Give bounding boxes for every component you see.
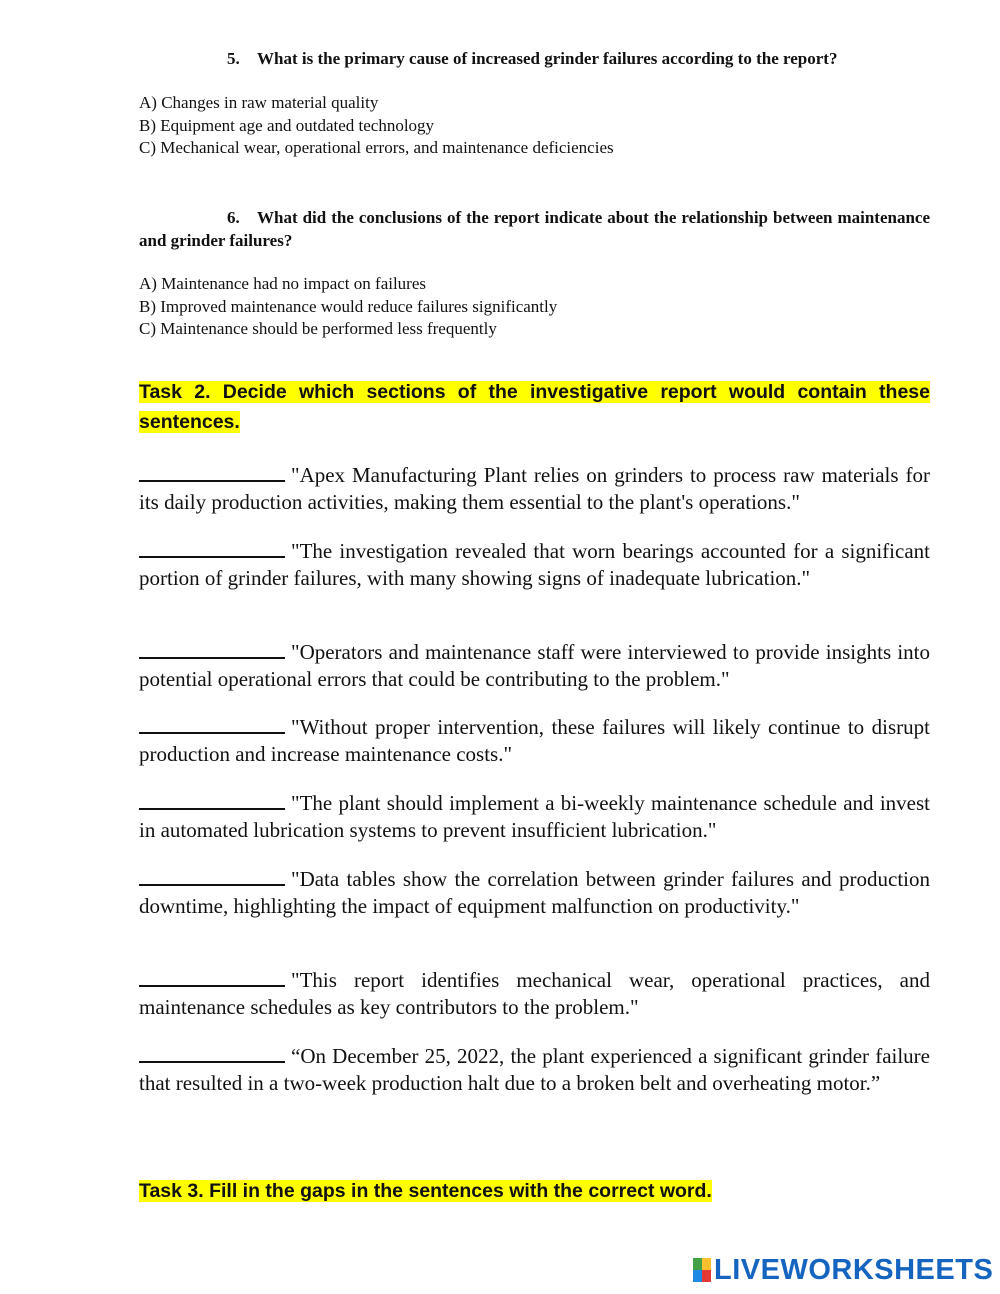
answer-blank-2[interactable] (139, 537, 285, 558)
question-6-option-b[interactable]: B) Improved maintenance would reduce failures significantly (139, 296, 558, 316)
task-3-heading (139, 1176, 930, 1206)
question-5-option-a[interactable]: A) Changes in raw material quality (139, 93, 379, 112)
logo-block-red (702, 1270, 711, 1282)
sentence-8-text: “On December 25, 2022, the plant experienced a significant grinder failure that resulted in a two-week production halt due to a broken belt and overheating motor.” (139, 1044, 930, 1095)
sentence-2-text: "The investigation revealed that worn bearings accounted for a significant portion of grinder failures, with many showing signs of inadequate lubrication." (139, 539, 930, 590)
answer-blank-7[interactable] (139, 966, 285, 987)
question-6-option-c[interactable]: C) Maintenance should be performed less frequently (139, 319, 497, 338)
answer-blank-1[interactable] (139, 461, 285, 482)
liveworksheets-logo (693, 1254, 993, 1286)
sentence-6-text: "Data tables show the correlation between grinder failures and production downtime, highlighting the impact of equipment malfunction on productivity." (139, 867, 930, 918)
task-2-sentence-2 (139, 537, 930, 591)
task-2-sentence-5 (139, 789, 930, 843)
task-2-sentence-4 (139, 713, 930, 767)
task-2-sentence-7 (139, 966, 930, 1020)
sentence-5-text: "The plant should implement a bi-weekly maintenance schedule and invest in automated lubrication systems to prevent insufficient lubrication." (139, 791, 930, 842)
liveworksheets-logo-icon (693, 1258, 711, 1282)
question-5-text: What is the primary cause of increased grinder failures according to the report? (257, 49, 838, 68)
answer-blank-6[interactable] (139, 865, 285, 886)
question-6-number: 6. (227, 208, 240, 227)
sentence-7-text: "This report identifies mechanical wear, operational practices, and maintenance schedules as key contributors to the problem." (139, 968, 930, 1019)
task-2-sentence-3 (139, 638, 930, 692)
task-2-title: Task 2. Decide which sections of the investigative report would contain these sentences. (139, 381, 930, 433)
question-5 (139, 47, 930, 70)
task-2-sentence-6 (139, 865, 930, 919)
logo-block-yellow (702, 1258, 711, 1270)
answer-blank-4[interactable] (139, 713, 285, 734)
question-5-options (139, 92, 930, 160)
task-2-sentence-1 (139, 461, 930, 515)
question-6-option-a[interactable]: A) Maintenance had no impact on failures (139, 274, 427, 293)
logo-block-blue (693, 1270, 702, 1282)
sentence-4-text: "Without proper intervention, these failures will likely continue to disrupt production and increase maintenance costs." (139, 715, 930, 766)
sentence-1-text: "Apex Manufacturing Plant relies on grinders to process raw materials for its daily production activities, making them essential to the plant's operations." (139, 463, 930, 514)
answer-blank-5[interactable] (139, 789, 285, 810)
liveworksheets-logo-text: LIVEWORKSHEETS (714, 1254, 994, 1286)
question-5-option-c[interactable]: C) Mechanical wear, operational errors, and maintenance deficiencies (139, 138, 614, 157)
task-2-heading (139, 377, 930, 437)
question-6-options (139, 273, 930, 341)
question-6 (139, 206, 930, 252)
question-5-number: 5. (227, 49, 240, 68)
question-6-text: What did the conclusions of the report indicate about the relationship between maintenance and grinder failures? (139, 208, 930, 250)
question-5-option-b[interactable]: B) Equipment age and outdated technology (139, 115, 435, 135)
answer-blank-8[interactable] (139, 1042, 285, 1063)
task-2-sentence-8 (139, 1042, 930, 1096)
sentence-3-text: "Operators and maintenance staff were interviewed to provide insights into potential operational errors that could be contributing to the problem." (139, 640, 930, 691)
task-3-title: Task 3. Fill in the gaps in the sentences with the correct word. (139, 1180, 712, 1202)
logo-block-green (693, 1258, 702, 1270)
answer-blank-3[interactable] (139, 638, 285, 659)
